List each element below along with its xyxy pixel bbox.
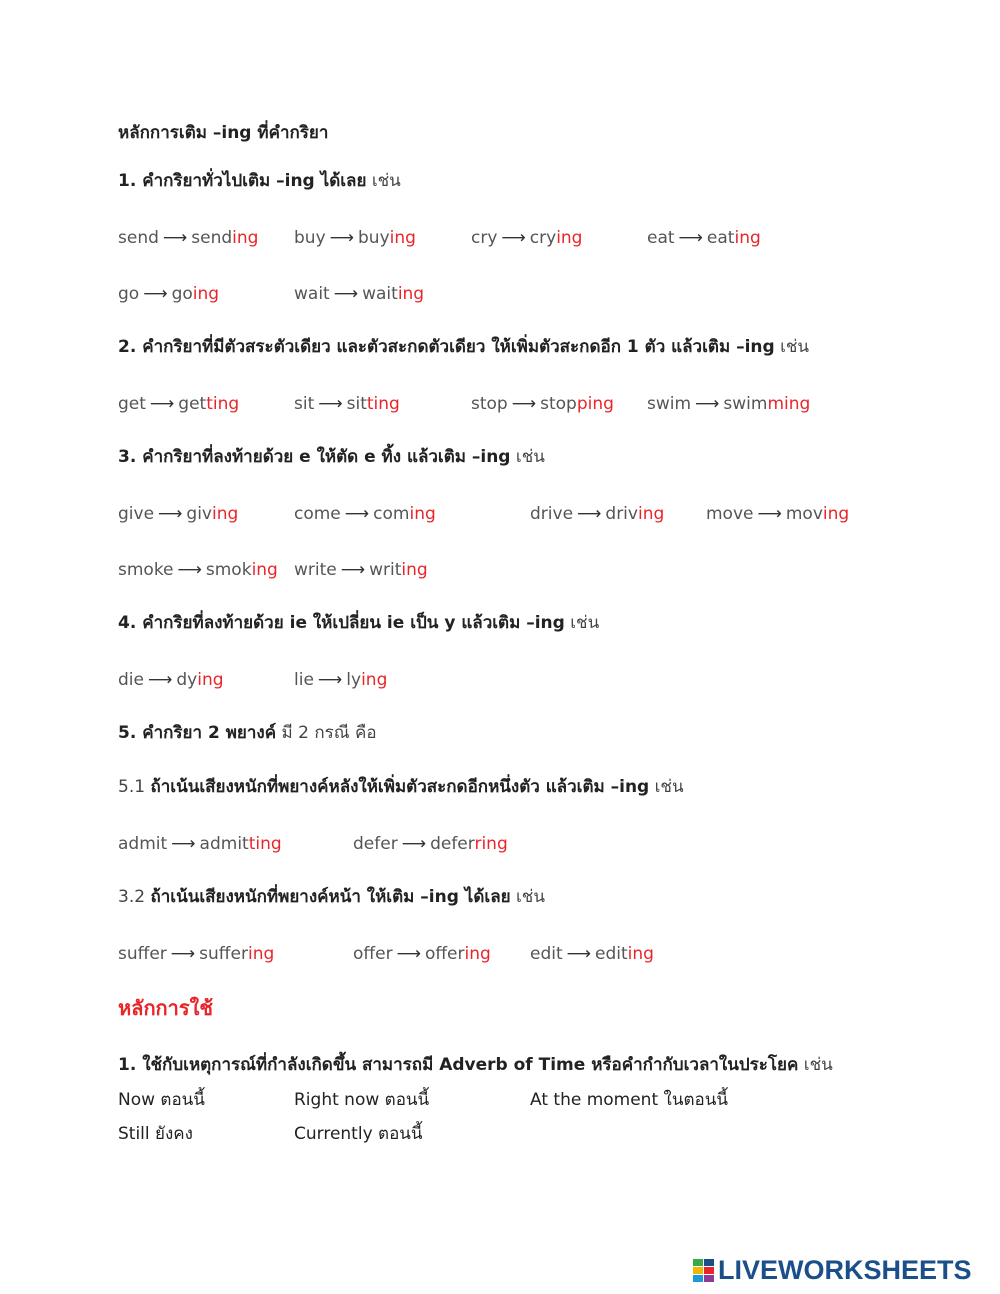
usage-rule-1 — [118, 1053, 833, 1077]
rule-5-1 — [118, 775, 684, 799]
example-stop: stop ⟶ stopping — [471, 394, 614, 414]
example-write: write ⟶ writing — [294, 560, 428, 580]
adverb-currently: Currently ตอนนี้ — [294, 1124, 423, 1144]
rule-3-2-num: 3.2 — [118, 887, 151, 907]
rule-3-text: 3. คำกริยาที่ลงท้ายด้วย e ให้ตัด e ทิ้ง แล้วเติม –ing — [118, 447, 511, 467]
example-smoke: smoke ⟶ smoking — [118, 560, 278, 580]
rule-3-tail: เช่น — [510, 447, 545, 467]
rule-5-1-tail: เช่น — [649, 777, 684, 797]
example-get: get ⟶ getting — [118, 394, 240, 414]
example-swim: swim ⟶ swimming — [647, 394, 811, 414]
example-sit: sit ⟶ sitting — [294, 394, 400, 414]
example-offer: offer ⟶ offering — [353, 944, 491, 964]
usage-heading: หลักการใช้ — [118, 996, 213, 1020]
example-send: send ⟶ sending — [118, 228, 259, 248]
example-defer: defer ⟶ deferring — [353, 834, 508, 854]
example-give: give ⟶ giving — [118, 504, 239, 524]
rule-5-1-num: 5.1 — [118, 777, 151, 797]
example-come: come ⟶ coming — [294, 504, 436, 524]
logo-icon — [693, 1259, 714, 1282]
example-cry: cry ⟶ crying — [471, 228, 583, 248]
rule-4-tail: เช่น — [564, 613, 600, 633]
rule-2 — [118, 335, 809, 359]
example-move: move ⟶ moving — [706, 504, 850, 524]
rule-1-tail: เช่น — [366, 171, 401, 191]
usage-rule-1-tail: เช่น — [798, 1055, 833, 1075]
adverb-right-now: Right now ตอนนี้ — [294, 1090, 430, 1110]
example-die: die ⟶ dying — [118, 670, 224, 690]
rule-1 — [118, 169, 401, 193]
adverb-now: Now ตอนนี้ — [118, 1090, 205, 1110]
rule-4-text: 4. คำกริยที่ลงท้ายด้วย ie ให้เปลี่ยน ie เป็น y แล้วเติม –ing — [118, 613, 565, 633]
rule-5-text: 5. คำกริยา 2 พยางค์ — [118, 723, 277, 743]
rule-4 — [118, 611, 599, 635]
rule-3-2-text: ถ้าเน้นเสียงหนักที่พยางค์หน้า ให้เติม –ing ได้เลย — [150, 887, 511, 907]
rule-5 — [118, 721, 377, 745]
rule-3-2-tail: เช่น — [510, 887, 545, 907]
usage-rule-1-text: 1. ใช้กับเหตุการณ์ที่กำลังเกิดขึ้น สามารถมี Adverb of Time หรือคำกำกับเวลาในประโยค — [118, 1055, 799, 1075]
logo-text: LIVEWORKSHEETS — [718, 1254, 972, 1285]
example-wait: wait ⟶ waiting — [294, 284, 425, 304]
rule-5-tail: มี 2 กรณี คือ — [276, 723, 377, 743]
rule-3 — [118, 445, 545, 469]
rule-1-text: 1. คำกริยาทั่วไปเติม –ing ได้เลย — [118, 171, 367, 191]
rule-2-text: 2. คำกริยาที่มีตัวสระตัวเดียว และตัวสะกดตัวเดียว ให้เพิ่มตัวสะกดอีก 1 ตัว แล้วเติม –ing — [118, 337, 775, 357]
rule-3-2 — [118, 885, 545, 909]
example-go: go ⟶ going — [118, 284, 220, 304]
rule-5-1-text: ถ้าเน้นเสียงหนักที่พยางค์หลังให้เพิ่มตัวสะกดอีกหนึ่งตัว แล้วเติม –ing — [150, 777, 650, 797]
rule-2-tail: เช่น — [774, 337, 810, 357]
example-lie: lie ⟶ lying — [294, 670, 388, 690]
page-title: หลักการเติม –ing ที่คำกริยา — [118, 123, 329, 143]
adverb-at-the-moment: At the moment ในตอนนี้ — [530, 1090, 728, 1110]
example-admit: admit ⟶ admitting — [118, 834, 282, 854]
example-edit: edit ⟶ editing — [530, 944, 654, 964]
example-buy: buy ⟶ buying — [294, 228, 416, 248]
example-suffer: suffer ⟶ suffering — [118, 944, 275, 964]
example-drive: drive ⟶ driving — [530, 504, 665, 524]
liveworksheets-logo[interactable] — [693, 1255, 972, 1285]
adverb-still: Still ยังคง — [118, 1124, 193, 1144]
example-eat: eat ⟶ eating — [647, 228, 761, 248]
